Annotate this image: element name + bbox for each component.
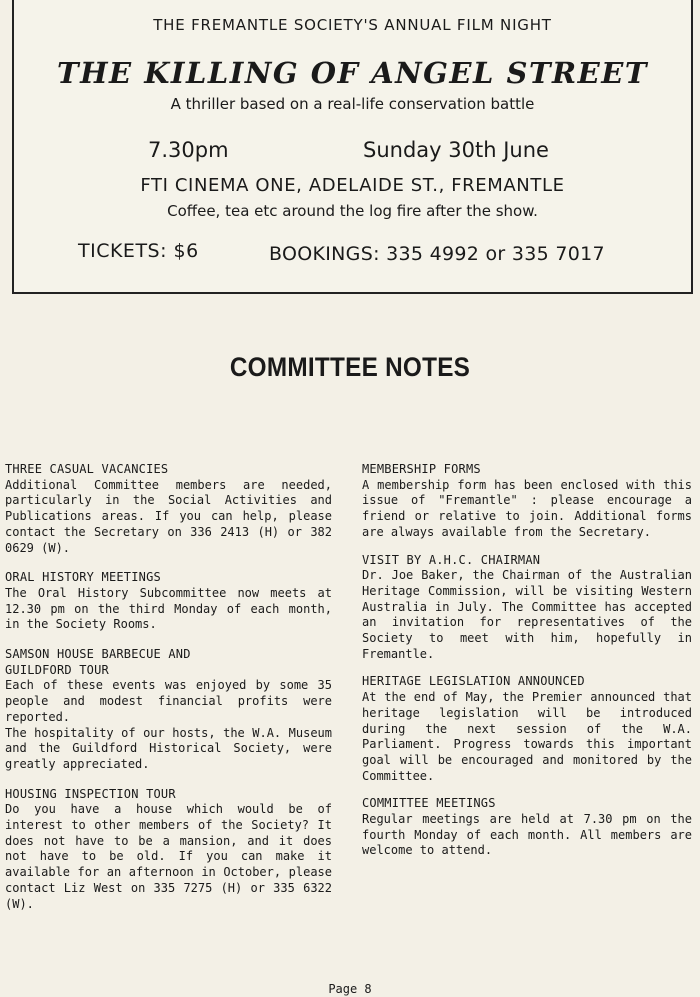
note-body: Additional Committee members are needed, particularly in the Social Activities and Publications areas. If you can help, please contact the Secretary on 336 2413 (H) or 382 0629 (W). xyxy=(5,477,332,555)
booking-phones: BOOKINGS: 335 4992 or 335 7017 xyxy=(269,243,605,265)
note-title: MEMBERSHIP FORMS xyxy=(362,462,481,476)
event-date: Sunday 30th June xyxy=(363,138,549,162)
note-membership-forms xyxy=(362,462,692,541)
note-body: Regular meetings are held at 7.30 pm on the fourth Monday of each month. All members are welcome to attend. xyxy=(362,812,692,858)
note-title: COMMITTEE MEETINGS xyxy=(362,796,496,811)
note-casual-vacancies xyxy=(5,462,332,556)
film-night-notice xyxy=(12,0,693,294)
note-heritage-legislation xyxy=(362,674,692,784)
note-title: SAMSON HOUSE BARBECUE AND GUILDFORD TOUR xyxy=(5,647,191,677)
event-venue: FTI CINEMA ONE, ADELAIDE ST., FREMANTLE xyxy=(140,175,565,196)
note-samson-house xyxy=(5,647,332,773)
page-number: Page 8 xyxy=(328,982,372,996)
note-title: THREE CASUAL VACANCIES xyxy=(5,462,169,476)
note-body: The Oral History Subcommittee now meets at 12.30 pm on the third Monday of each month, in the Society Rooms. xyxy=(5,585,332,632)
ticket-price: TICKETS: $6 xyxy=(78,240,199,262)
film-tagline: A thriller based on a real-life conservation battle xyxy=(170,95,535,113)
note-body: Do you have a house which would be of interest to other members of the Society? It does not have to be a mansion, and it does not have to be old. If you can make it available for an afternoon in October, please contact Liz West on 335 7275 (H) or 335 6322 (W). xyxy=(5,802,332,911)
left-column xyxy=(5,462,332,912)
note-body: Each of these events was enjoyed by some 35 people and modest financial profits were reported. xyxy=(5,678,332,724)
note-body: At the end of May, the Premier announced that heritage legislation will be introduced during the next session of the W.A. Parliament. Progress towards this important goal will be encouraged and monitored by the Committee. xyxy=(362,690,692,783)
note-body: A membership form has been enclosed with this issue of "Fremantle" : please encourage a friend or relative to join. Additional forms are always available from the Secretary. xyxy=(362,477,692,539)
page-heading: COMMITTEE NOTES xyxy=(229,352,471,382)
note-body: The hospitality of our hosts, the W.A. Museum and the Guildford Historical Society, were greatly appreciated. xyxy=(5,725,332,771)
refreshments-note: Coffee, tea etc around the log fire after the show. xyxy=(167,202,538,220)
note-title: VISIT BY A.H.C. CHAIRMAN xyxy=(362,552,541,567)
note-oral-history xyxy=(5,570,332,633)
note-title: HERITAGE LEGISLATION ANNOUNCED xyxy=(362,674,585,689)
event-time: 7.30pm xyxy=(148,138,229,162)
right-column xyxy=(362,462,692,859)
note-body: Dr. Joe Baker, the Chairman of the Australian Heritage Commission, will be visiting Western Australia in July. The Committee has accepted an invitation for representatives of the Society to meet with him, hopefully in Fremantle. xyxy=(362,568,692,661)
organization-line: THE FREMANTLE SOCIETY'S ANNUAL FILM NIGHT xyxy=(153,16,552,34)
film-title: THE KILLING OF ANGEL STREET xyxy=(57,56,648,90)
note-ahc-visit xyxy=(362,553,692,663)
note-housing-tour xyxy=(5,787,332,913)
note-title: HOUSING INSPECTION TOUR xyxy=(5,786,176,801)
note-committee-meetings xyxy=(362,796,692,859)
note-title: ORAL HISTORY MEETINGS xyxy=(5,570,161,585)
